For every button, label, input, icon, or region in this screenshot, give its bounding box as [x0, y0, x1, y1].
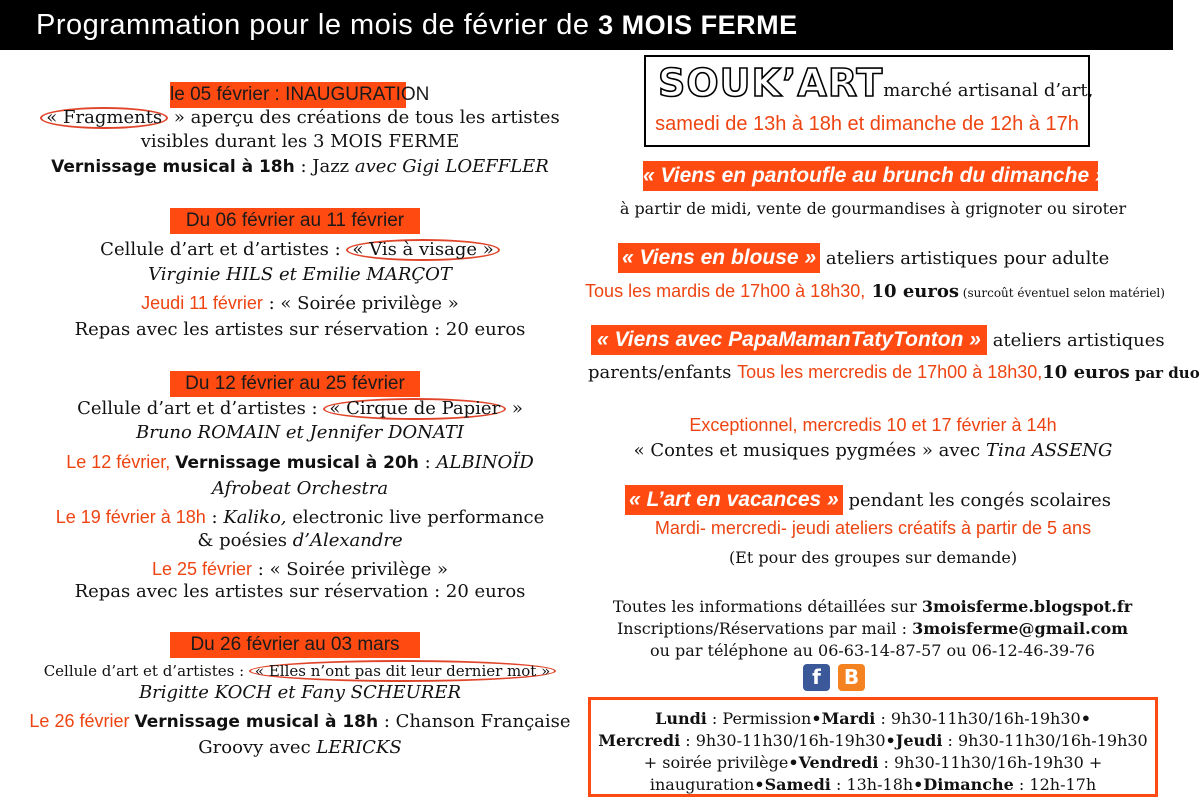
s3-line3	[0, 450, 600, 475]
banner-vacances: « L’art en vacances »	[625, 485, 843, 515]
s3-date3: Le 25 février	[152, 559, 253, 579]
contes-date: Exceptionnel, mercredis 10 et 17 février à 14h	[689, 415, 1057, 435]
s2-artists: Virginie HILS et Emilie MARÇOT	[148, 264, 452, 285]
papa-when: Tous les mercredis de 17h00 à 18h30,	[737, 362, 1043, 382]
hours-mardi: : 9h30-11h30/16h-19h30	[875, 709, 1081, 728]
s3-line1-a: Cellule d’art et d’artistes :	[77, 398, 324, 419]
s3-sep: :	[418, 452, 437, 473]
hours-soiree: + soirée privilège	[643, 753, 789, 772]
bullet: •	[913, 775, 924, 794]
s3-line2	[0, 421, 600, 445]
s2-date: Jeudi 11 février	[141, 293, 263, 313]
hours-line3	[591, 752, 1155, 774]
s2-line1-a: Cellule d’art et d’artistes :	[100, 239, 347, 260]
header-title: Programmation pour le mois de février de	[36, 9, 590, 41]
bullet: •	[811, 709, 822, 728]
info-line2-a: Inscriptions/Réservations par mail :	[616, 619, 913, 638]
s4-date: Le 26 février	[29, 711, 135, 731]
hours-lundi: : Permission	[706, 709, 812, 728]
s1-line3	[0, 155, 600, 179]
hours-mercredi: : 9h30-11h30/16h-19h30	[680, 731, 886, 750]
s4-line1-a: Cellule d’art et d’artistes :	[43, 662, 249, 680]
vacances-row	[625, 485, 1111, 515]
s2-line3	[0, 291, 600, 316]
banner-12-25-text: Du 12 février au 25 février	[185, 373, 405, 394]
souk-title-row	[658, 61, 1093, 105]
s3-kaliko: Kaliko,	[223, 507, 287, 528]
s2-line3-rest: : « Soirée privilège »	[262, 293, 459, 314]
banner-pantoufle-text: « Viens en pantoufle au brunch du dimanche »	[643, 164, 1107, 187]
hours-jeudi: : 9h30-11h30/16h-19h30	[942, 731, 1148, 750]
s3-artists: Bruno ROMAIN et Jennifer DONATI	[135, 422, 465, 443]
s3-band-2: Afrobeat Orchestra	[211, 478, 389, 499]
s2-line4: Repas avec les artistes sur réservation : 20 euros	[74, 319, 526, 340]
papa-duo: par duo	[1129, 364, 1200, 382]
banner-inauguration-text: le 05 février : INAUGURATION	[170, 84, 430, 105]
banner-inauguration	[170, 82, 430, 108]
bullet: •	[1080, 709, 1091, 728]
info-line3: ou par téléphone au 06-63-14-87-57 ou 06-12-46-39-76	[650, 641, 1095, 660]
page-header	[0, 0, 1173, 50]
blouse-when: Tous les mardis de 17h00 à 18h30,	[585, 281, 866, 301]
hours-line1	[591, 708, 1155, 730]
hours-samedi: : 13h-18h	[830, 775, 914, 794]
papa-row	[591, 325, 1165, 355]
s3-band: ALBINOÏD	[436, 452, 534, 473]
papa-price: 10 euros	[1042, 362, 1130, 383]
s2-line1	[0, 238, 600, 262]
souk-art-box	[644, 55, 1094, 147]
s3-line5	[0, 505, 600, 530]
souk-art-dates: samedi de 13h à 18h et dimanche de 12h à 17h	[655, 113, 1079, 135]
elles-circled: « Elles n’ont pas dit leur dernier mot »	[249, 660, 556, 682]
s3-line6	[0, 529, 600, 553]
banner-pantoufle	[643, 161, 1107, 191]
papa-line2	[588, 360, 1200, 385]
day-vendredi: Vendredi	[798, 753, 879, 772]
blogger-icon[interactable]	[838, 664, 865, 691]
opening-hours-box	[588, 697, 1158, 797]
blouse-price: 10 euros	[865, 281, 959, 302]
s3-line5-rest: electronic live performance	[286, 507, 545, 528]
s3-line8: Repas avec les artistes sur réservation : 20 euros	[74, 581, 526, 602]
s3-date2: Le 19 février à 18h	[55, 507, 206, 527]
s3-vernissage: Vernissage musical à 20h	[175, 453, 419, 473]
banner-06-11	[170, 208, 420, 234]
papa-rest: ateliers artistiques	[986, 330, 1165, 351]
banner-26-03-text: Du 26 février au 03 mars	[190, 634, 400, 655]
s4-line1	[0, 659, 600, 683]
souk-art-subtitle: marché artisanal d’art,	[883, 80, 1094, 101]
email-link[interactable]: 3moisferme@gmail.com	[912, 619, 1129, 638]
day-dimanche: Dimanche	[923, 775, 1014, 794]
hours-dimanche: : 12h-17h	[1013, 775, 1097, 794]
vacances-orange: Mardi- mercredi- jeudi ateliers créatifs à partir de 5 ans	[654, 518, 1092, 538]
blogger-glyph: B	[843, 665, 860, 689]
bullet: •	[754, 775, 765, 794]
s1-vernissage: Vernissage musical à 18h	[51, 157, 295, 177]
s3-line4	[0, 477, 600, 501]
s2-line2	[0, 263, 600, 287]
facebook-icon[interactable]	[803, 664, 830, 691]
s3-line1-b: »	[506, 398, 523, 419]
day-mercredi: Mercredi	[598, 731, 681, 750]
s1-artist: avec Gigi LOEFFLER	[354, 156, 549, 177]
s4-line3-rest: : Chanson Française	[378, 711, 571, 732]
bullet: •	[885, 731, 896, 750]
s4-line2	[0, 681, 600, 705]
s1-line1	[0, 106, 600, 130]
contes-line-a: « Contes et musiques pygmées » avec	[633, 440, 986, 461]
s1-line2: visibles durant les 3 MOIS FERME	[140, 131, 460, 152]
vacances-line: (Et pour des groupes sur demande)	[728, 548, 1018, 567]
s3-date: Le 12 février,	[66, 452, 176, 472]
s4-artists: Brigitte KOCH et Fany SCHEURER	[138, 682, 462, 703]
day-lundi: Lundi	[655, 709, 707, 728]
day-jeudi: Jeudi	[895, 731, 943, 750]
facebook-glyph: f	[812, 665, 821, 689]
banner-blouse: « Viens en blouse »	[618, 243, 820, 273]
hours-line4	[591, 774, 1155, 796]
info-line1	[580, 596, 1165, 618]
vis-a-visage-circled: « Vis à visage »	[346, 239, 499, 261]
blog-link[interactable]: 3moisferme.blogspot.fr	[921, 597, 1133, 616]
cirque-circled: « Cirque de Papier	[323, 398, 506, 420]
header-title-bold: 3 MOIS FERME	[598, 10, 798, 40]
papa-line2-a: parents/enfants	[588, 362, 738, 383]
bullet: •	[788, 753, 799, 772]
s4-line4	[0, 736, 600, 760]
s3-line6-a: & poésies	[197, 530, 293, 551]
s3-line7	[0, 557, 600, 582]
info-line1-a: Toutes les informations détaillées sur	[612, 597, 922, 616]
souk-art-title: SOUK’ART	[658, 61, 884, 105]
contes-artist: Tina ASSENG	[985, 440, 1113, 461]
s4-line4-a: Groovy avec	[198, 737, 317, 758]
banner-papa: « Viens avec PapaMamanTatyTonton »	[591, 325, 987, 355]
s4-vernissage: Vernissage musical à 18h	[134, 712, 379, 732]
blouse-line2	[580, 279, 1170, 305]
s1-line1-rest: » aperçu des créations de tous les artistes	[168, 107, 560, 128]
fragments-circled: « Fragments	[40, 107, 168, 129]
s1-sep: : Jazz	[294, 156, 355, 177]
s3-line1	[0, 397, 600, 421]
banner-06-11-text: Du 06 février au 11 février	[185, 210, 405, 231]
s4-lericks: LERICKS	[316, 737, 402, 758]
contes-line	[588, 439, 1158, 463]
hours-inauguration: inauguration	[649, 775, 755, 794]
s3-sep2: :	[205, 507, 224, 528]
banner-26-03	[170, 632, 420, 658]
vacances-rest: pendant les congés scolaires	[842, 490, 1111, 511]
info-block	[580, 596, 1165, 662]
s3-alexandre: d’Alexandre	[292, 530, 403, 551]
day-mardi: Mardi	[821, 709, 876, 728]
blouse-row	[618, 243, 1109, 273]
hours-vendredi: : 9h30-11h30/16h-19h30 +	[878, 753, 1103, 772]
s4-line3	[0, 709, 600, 734]
blouse-rest: ateliers artistiques pour adulte	[820, 248, 1110, 269]
day-samedi: Samedi	[764, 775, 831, 794]
info-line2	[580, 618, 1165, 640]
blouse-note: (surcoût éventuel selon matériel)	[958, 286, 1165, 300]
banner-12-25	[170, 371, 420, 397]
s3-line7-rest: : « Soirée privilège »	[252, 559, 448, 580]
pantoufle-line: à partir de midi, vente de gourmandises à grignoter ou siroter	[619, 199, 1127, 218]
hours-line2	[591, 730, 1155, 752]
